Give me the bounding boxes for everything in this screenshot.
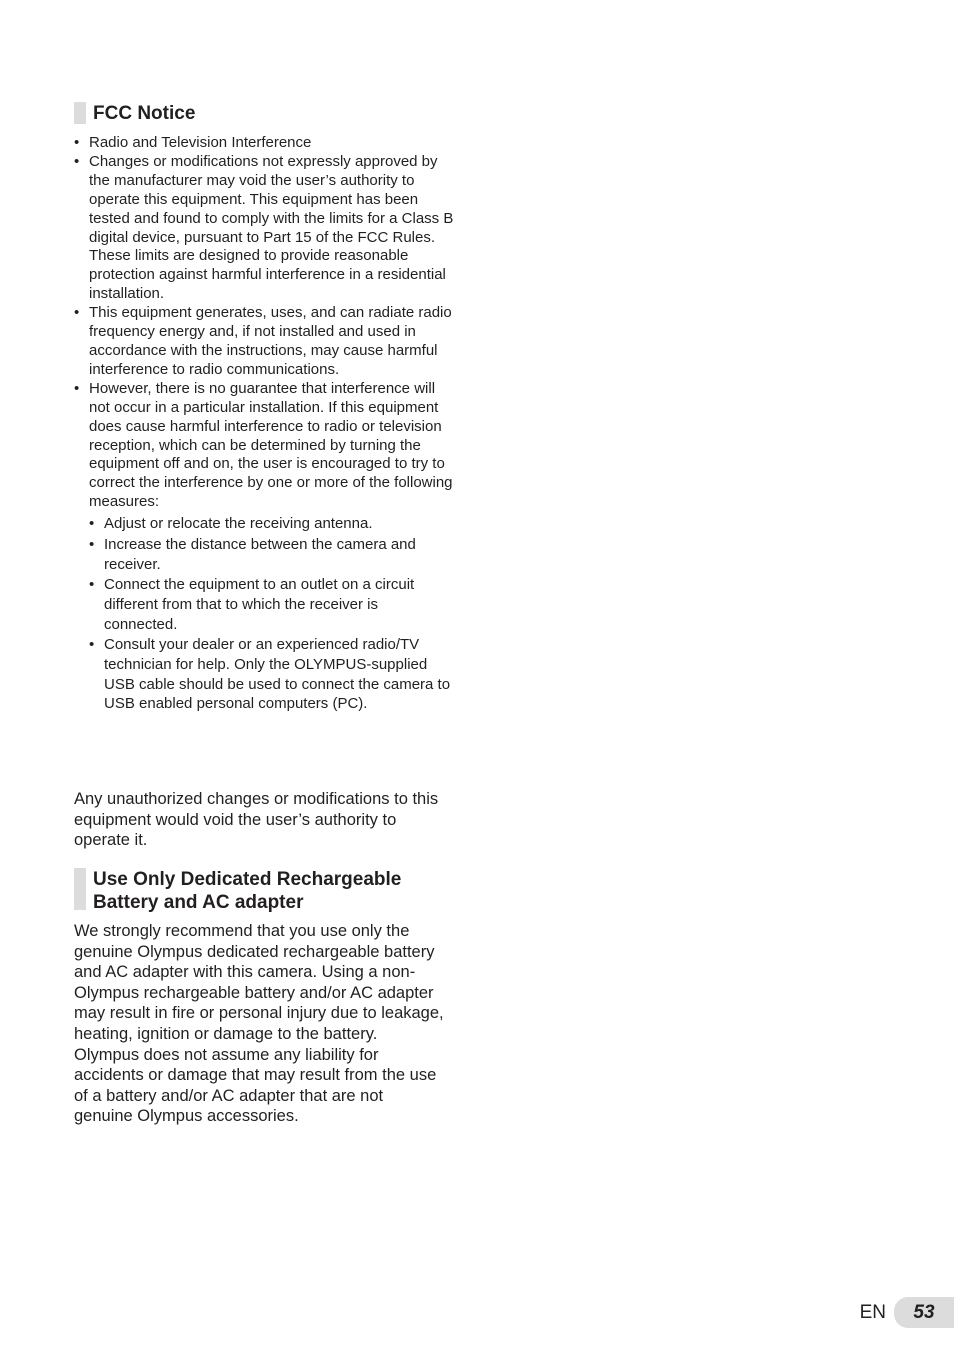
list-item: • This equipment generates, uses, and can radiate radio frequency energy and, if not installed and used in accordance with the instructions, may cause harmful interference to radio communications. xyxy=(74,304,454,380)
heading-marker-bar xyxy=(74,102,86,124)
battery-paragraph: We strongly recommend that you use only the genuine Olympus dedicated rechargeable battery and AC adapter with this camera. Using a non-Olympus rechargeable battery and/or AC adapter may result in fire or personal injury due to leakage, heating, ignition or damage to the battery. Olympus does not assume any liability for accidents or damage that may result from the use of a battery and/or AC adapter that are not genuine Olympus accessories. xyxy=(74,922,444,1126)
fcc-bullet-list xyxy=(74,134,454,715)
list-item-with-measures xyxy=(74,380,454,714)
list-item: • Changes or modifications not expressly approved by the manufacturer may void the user’s authority to operate this equipment. This equipment has been tested and found to comply with the limits for a Class B digital device, pursuant to Part 15 of the FCC Rules. These limits are designed to provide reasonable protection against harmful interference in a residential installation. xyxy=(74,153,454,304)
measures-list xyxy=(89,514,454,714)
battery-title xyxy=(93,868,401,914)
fcc-notice-title: FCC Notice xyxy=(93,103,196,124)
heading-marker-bar xyxy=(74,868,86,910)
battery-title-line2: Battery and AC adapter xyxy=(93,892,304,913)
measure-item: • Adjust or relocate the receiving antenna. xyxy=(89,514,454,534)
measure-item: • Increase the distance between the camera and receiver. xyxy=(89,535,454,574)
measure-item: • Connect the equipment to an outlet on a circuit different from that to which the receiver is connected. xyxy=(89,575,454,634)
battery-title-line1: Use Only Dedicated Rechargeable xyxy=(93,869,402,890)
page-number: 53 xyxy=(894,1297,954,1328)
list-item: • Radio and Television Interference xyxy=(74,134,454,153)
battery-heading xyxy=(74,868,401,914)
fcc-closing-paragraph: Any unauthorized changes or modifications to this equipment would void the user’s authority to operate it. xyxy=(74,790,439,850)
list-item-text: However, there is no guarantee that interference will not occur in a particular installation. If this equipment does cause harmful interference to radio or television reception, which can be determined by turning the equipment off and on, the user is encouraged to try to correct the interference by one or more of the following measures: xyxy=(89,379,453,511)
page-footer xyxy=(860,1297,954,1328)
language-label: EN xyxy=(859,1301,886,1323)
measure-item: • Consult your dealer or an experienced radio/TV technician for help. Only the OLYMPUS-supplied USB cable should be used to connect the camera to USB enabled personal computers (PC). xyxy=(89,635,454,714)
fcc-notice-heading xyxy=(74,102,195,125)
